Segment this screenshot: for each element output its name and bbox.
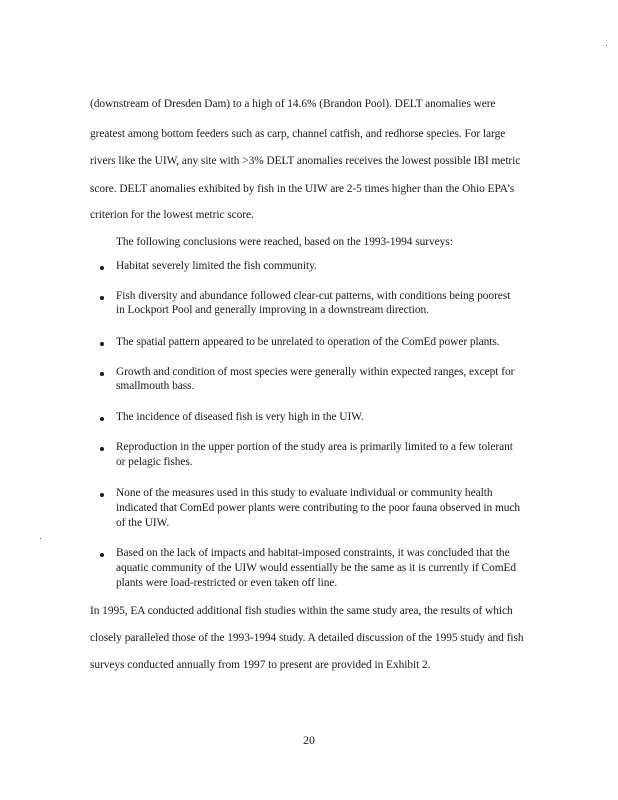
- list-item-line: smallmouth bass.: [116, 380, 195, 392]
- bullet-icon: [100, 493, 104, 497]
- list-item-line: in Lockport Pool and generally improving in a downstream direction.: [116, 304, 429, 316]
- bullet-icon: [100, 296, 104, 300]
- list-item-line: or pelagic fishes.: [116, 456, 193, 468]
- list-item-line: None of the measures used in this study to evaluate individual or community health: [116, 487, 493, 499]
- list-item-line: of the UIW.: [116, 517, 170, 529]
- bullet-icon: [100, 447, 104, 451]
- list-item-line: indicated that ComEd power plants were contributing to the poor fauna observed in much: [116, 502, 521, 514]
- conclusions-intro: The following conclusions were reached, based on the 1993-1994 surveys:: [116, 236, 453, 248]
- list-item-line: Growth and condition of most species were generally within expected ranges, except for: [116, 366, 515, 378]
- list-item-line: Fish diversity and abundance followed clear-cut patterns, with conditions being poorest: [116, 290, 511, 302]
- bullet-icon: [100, 266, 104, 270]
- bullet-icon: [100, 342, 104, 346]
- bullet-icon: [100, 372, 104, 376]
- scan-speck: [606, 45, 607, 46]
- list-item-line: aquatic community of the UIW would essentially be the same as it is currently if ComEd: [116, 562, 517, 574]
- paragraph-line: score. DELT anomalies exhibited by fish in the UIW are 2-5 times higher than the Ohio EPA’s: [90, 183, 515, 195]
- list-item-line: Based on the lack of impacts and habitat-imposed constraints, it was concluded that the: [116, 547, 510, 559]
- paragraph-line: In 1995, EA conducted additional fish studies within the same study area, the results of which: [90, 605, 513, 617]
- list-item-line: Reproduction in the upper portion of the study area is primarily limited to a few tolerant: [116, 441, 513, 453]
- scan-speck: [40, 538, 41, 539]
- list-item-line: plants were load-restricted or even taken off line.: [116, 577, 338, 589]
- list-item-line: Habitat severely limited the fish community.: [116, 260, 317, 272]
- bullet-icon: [100, 417, 104, 421]
- paragraph-line: rivers like the UIW, any site with >3% DELT anomalies receives the lowest possible IBI metric: [90, 155, 521, 167]
- page-number: 20: [303, 733, 315, 747]
- paragraph-line: greatest among bottom feeders such as carp, channel catfish, and redhorse species. For large: [90, 128, 506, 140]
- paragraph-line: closely paralleled those of the 1993-1994 study. A detailed discussion of the 1995 study and fish: [90, 632, 524, 644]
- list-item-line: The spatial pattern appeared to be unrelated to operation of the ComEd power plants.: [116, 336, 500, 348]
- paragraph-line: criterion for the lowest metric score.: [90, 209, 254, 221]
- list-item-line: The incidence of diseased fish is very high in the UIW.: [116, 411, 364, 423]
- paragraph-line: (downstream of Dresden Dam) to a high of 14.6% (Brandon Pool). DELT anomalies were: [90, 98, 496, 110]
- paragraph-line: surveys conducted annually from 1997 to present are provided in Exhibit 2.: [90, 659, 431, 671]
- bullet-icon: [100, 553, 104, 557]
